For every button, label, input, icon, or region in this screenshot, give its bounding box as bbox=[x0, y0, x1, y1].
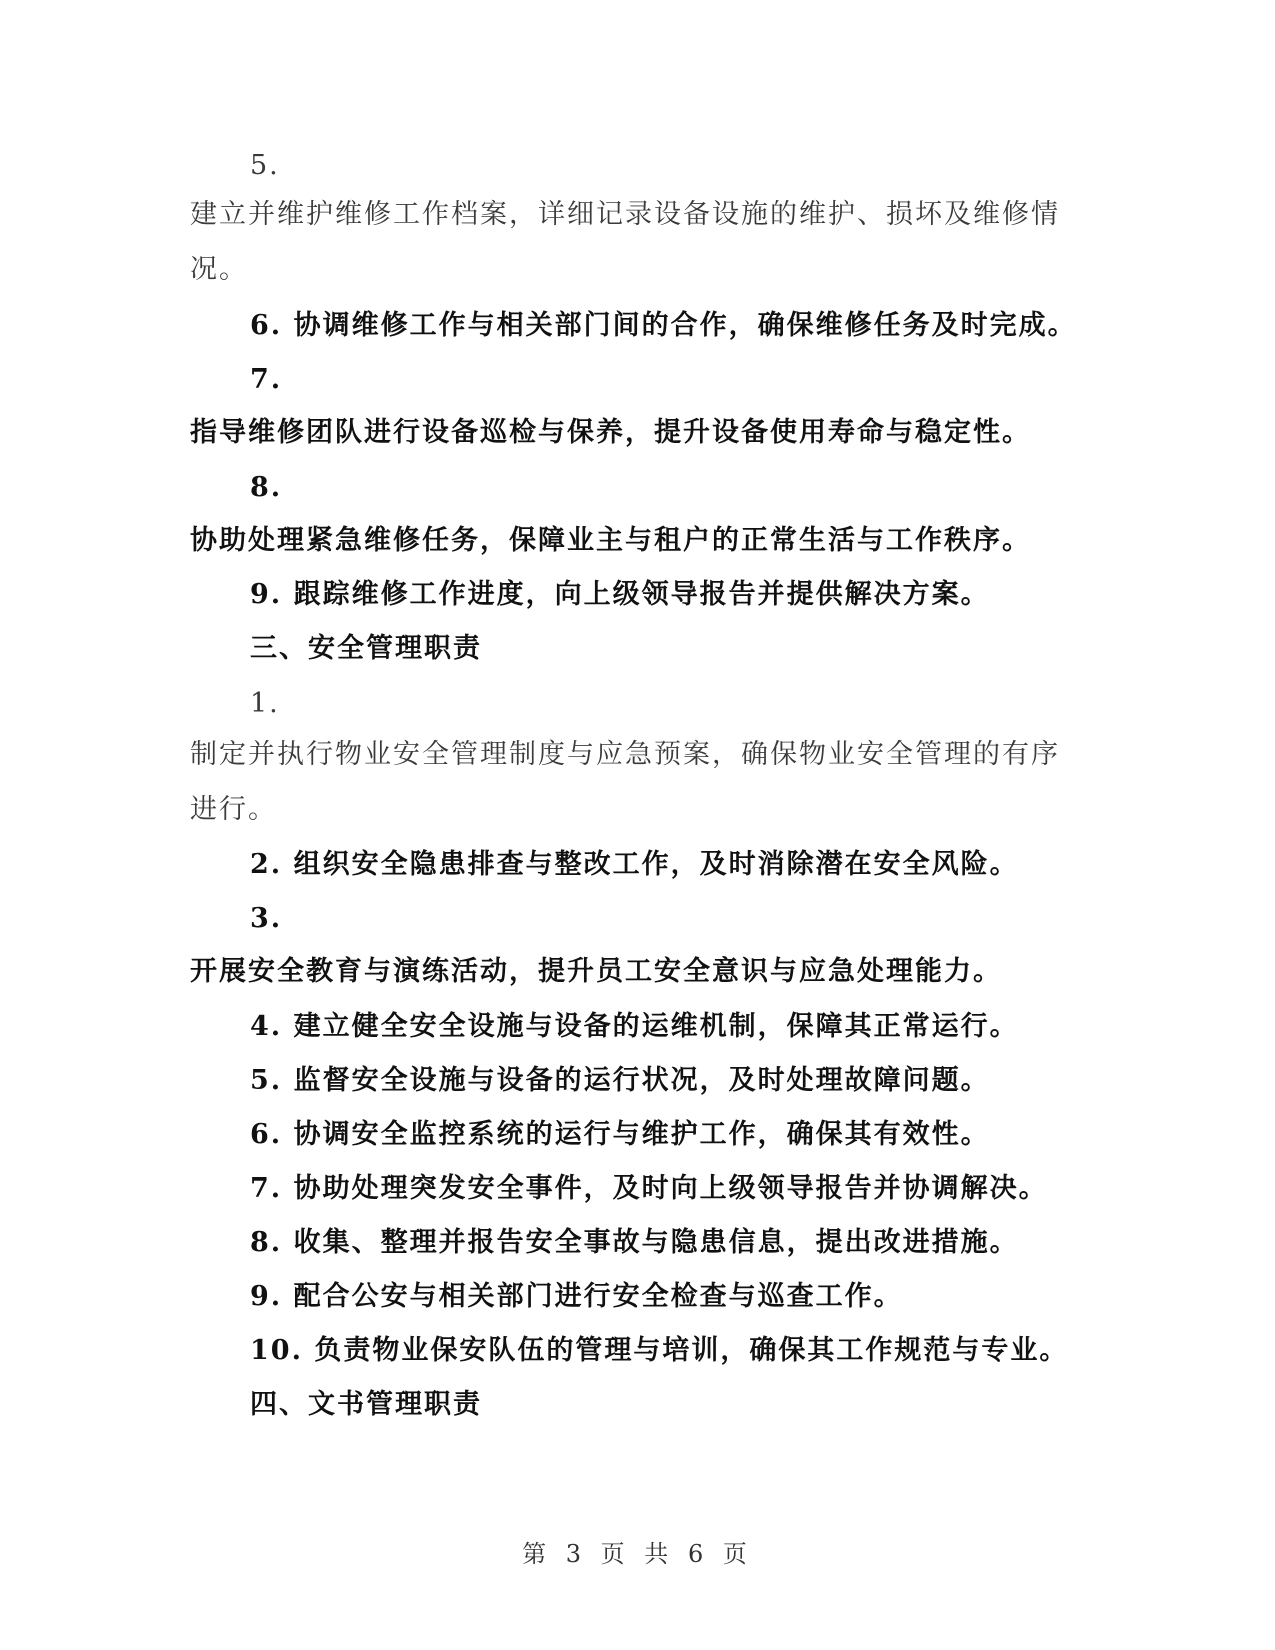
list-item: 8. 收集、整理并报告安全事故与隐患信息，提出改进措施。 bbox=[250, 1227, 1019, 1258]
item-number: 3. bbox=[250, 903, 283, 934]
page-footer: 第 3 页 共 6 页 bbox=[522, 1540, 753, 1568]
paragraph-line: 况。 bbox=[190, 254, 248, 285]
item-number: 5. bbox=[250, 150, 280, 181]
item-number: 7. bbox=[250, 364, 283, 395]
list-item: 2. 组织安全隐患排查与整改工作，及时消除潜在安全风险。 bbox=[250, 849, 1019, 880]
list-item: 10. 负责物业保安队伍的管理与培训，确保其工作规范与专业。 bbox=[250, 1335, 1069, 1366]
paragraph-line: 指导维修团队进行设备巡检与保养，提升设备使用寿命与稳定性。 bbox=[190, 417, 1031, 448]
list-item: 5. 监督安全设施与设备的运行状况，及时处理故障问题。 bbox=[250, 1065, 990, 1096]
list-item: 9. 跟踪维修工作进度，向上级领导报告并提供解决方案。 bbox=[250, 579, 990, 610]
list-item: 4. 建立健全安全设施与设备的运维机制，保障其正常运行。 bbox=[250, 1011, 1019, 1042]
list-item: 9. 配合公安与相关部门进行安全检查与巡查工作。 bbox=[250, 1281, 903, 1312]
paragraph-line: 进行。 bbox=[190, 794, 277, 825]
item-number: 8. bbox=[250, 472, 283, 503]
section-heading: 四、文书管理职责 bbox=[250, 1389, 482, 1420]
list-item: 6. 协调维修工作与相关部门间的合作，确保维修任务及时完成。 bbox=[250, 310, 1077, 341]
paragraph-line: 开展安全教育与演练活动，提升员工安全意识与应急处理能力。 bbox=[190, 956, 1002, 987]
list-item: 6. 协调安全监控系统的运行与维护工作，确保其有效性。 bbox=[250, 1119, 990, 1150]
paragraph-line: 制定并执行物业安全管理制度与应急预案，确保物业安全管理的有序 bbox=[190, 739, 1060, 770]
paragraph-line: 建立并维护维修工作档案，详细记录设备设施的维护、损坏及维修情 bbox=[190, 199, 1060, 230]
item-number: 1. bbox=[250, 688, 280, 719]
paragraph-line: 协助处理紧急维修任务，保障业主与租户的正常生活与工作秩序。 bbox=[190, 525, 1031, 556]
list-item: 7. 协助处理突发安全事件，及时向上级领导报告并协调解决。 bbox=[250, 1173, 1048, 1204]
section-heading: 三、安全管理职责 bbox=[250, 633, 482, 664]
